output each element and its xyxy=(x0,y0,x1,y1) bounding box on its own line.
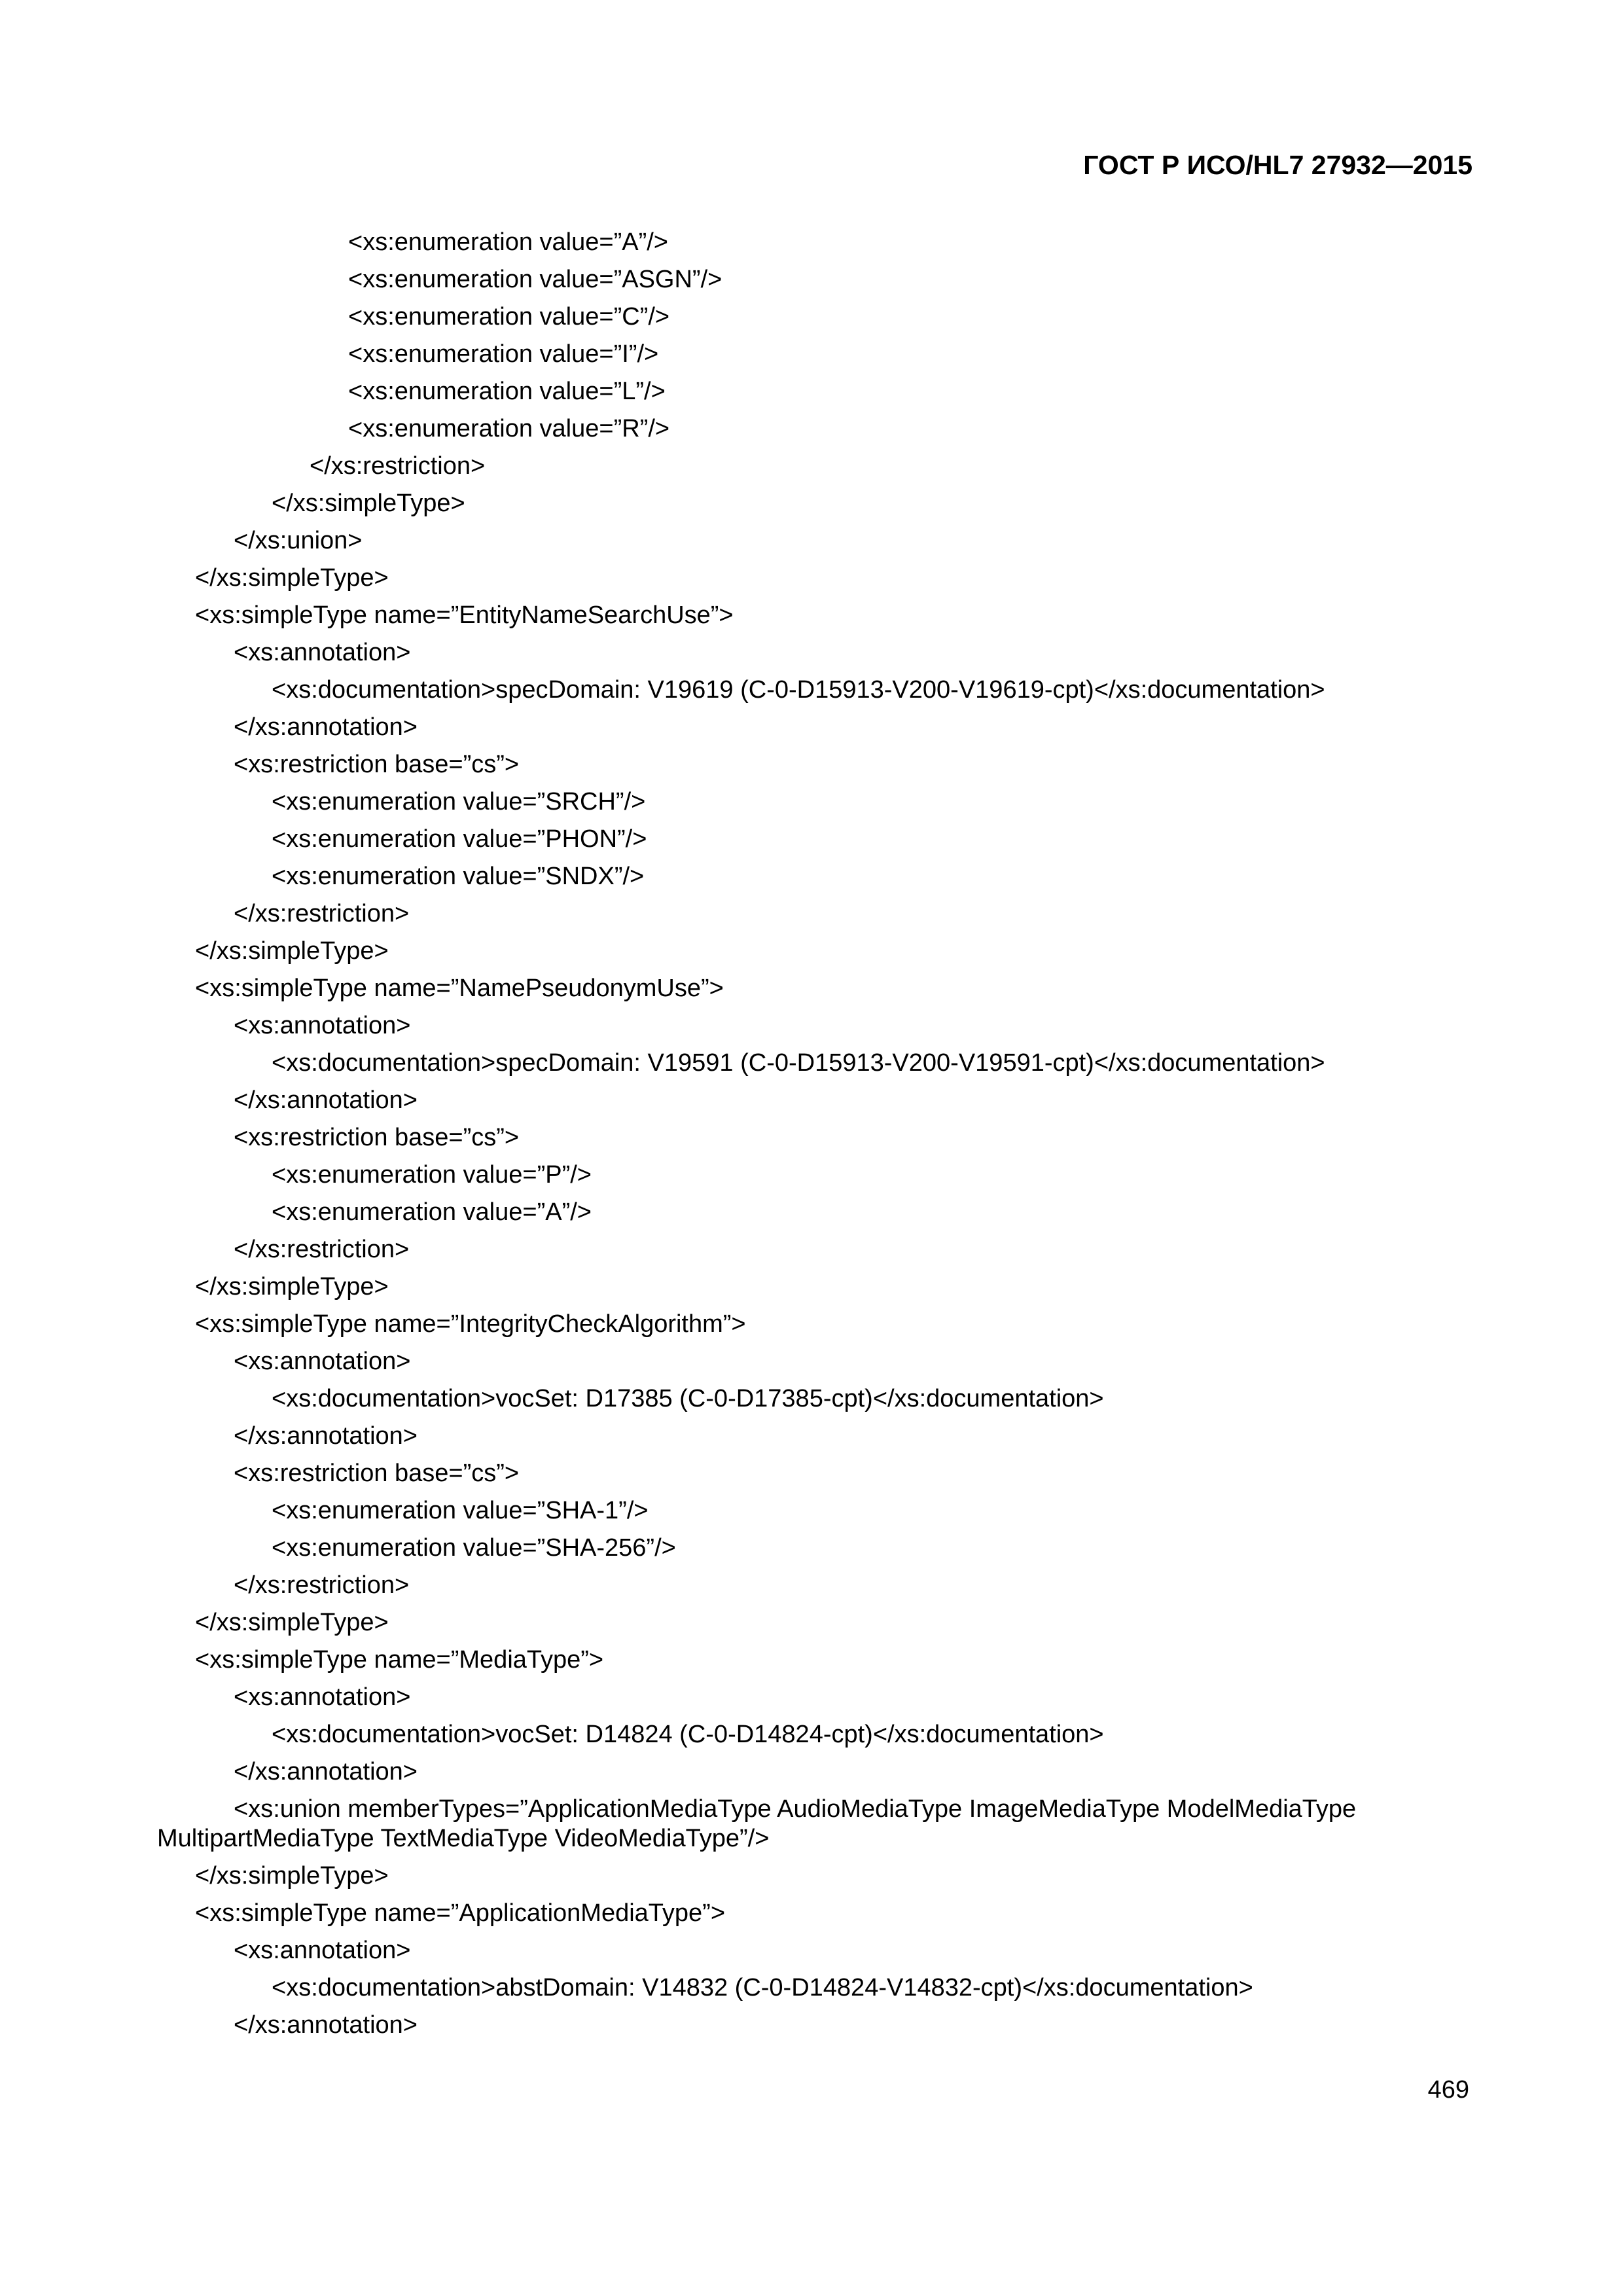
code-line: <xs:documentation>abstDomain: V14832 (C-0-D14824-V14832-cpt)</xs:documentation> xyxy=(272,1974,1253,2001)
code-line: <xs:restriction base=”cs”> xyxy=(234,1460,520,1487)
code-line: <xs:simpleType name=”IntegrityCheckAlgorithm”> xyxy=(195,1310,746,1338)
code-line: <xs:enumeration value=”A”/> xyxy=(348,228,668,256)
code-line-continuation: MultipartMediaType TextMediaType VideoMediaType”/> xyxy=(157,1825,770,1852)
code-line: <xs:simpleType name=”EntityNameSearchUse”> xyxy=(195,601,734,629)
code-line: </xs:restriction> xyxy=(234,1571,410,1599)
code-line: <xs:restriction base=”cs”> xyxy=(234,751,520,778)
code-line: <xs:enumeration value=”PHON”/> xyxy=(272,825,647,853)
code-line: <xs:annotation> xyxy=(234,1683,411,1711)
code-line: <xs:enumeration value=”SNDX”/> xyxy=(272,863,645,890)
code-line: <xs:enumeration value=”SHA-1”/> xyxy=(272,1497,649,1524)
code-line: </xs:simpleType> xyxy=(195,1862,389,1890)
code-line: </xs:restriction> xyxy=(234,900,410,927)
code-line: </xs:annotation> xyxy=(234,2011,418,2039)
code-line: </xs:restriction> xyxy=(234,1236,410,1263)
code-line: <xs:annotation> xyxy=(234,1937,411,1964)
code-line: </xs:simpleType> xyxy=(272,490,465,517)
code-line: <xs:simpleType name=”NamePseudonymUse”> xyxy=(195,975,724,1002)
code-line: <xs:documentation>vocSet: D17385 (C-0-D17385-cpt)</xs:documentation> xyxy=(272,1385,1104,1412)
code-line: </xs:simpleType> xyxy=(195,1273,389,1300)
code-line: </xs:annotation> xyxy=(234,1422,418,1450)
code-line: <xs:annotation> xyxy=(234,1348,411,1375)
code-line: </xs:annotation> xyxy=(234,1086,418,1114)
code-line: <xs:enumeration value=”P”/> xyxy=(272,1161,592,1189)
page-number: 469 xyxy=(1427,2076,1469,2104)
code-line: </xs:annotation> xyxy=(234,1758,418,1785)
code-line: <xs:documentation>specDomain: V19591 (C-0-D15913-V200-V19591-cpt)</xs:documentation> xyxy=(272,1049,1325,1077)
code-line: <xs:restriction base=”cs”> xyxy=(234,1124,520,1151)
code-line: <xs:enumeration value=”R”/> xyxy=(348,415,670,442)
code-line: <xs:enumeration value=”SRCH”/> xyxy=(272,788,646,816)
code-line: <xs:enumeration value=”C”/> xyxy=(348,303,670,331)
code-line: <xs:annotation> xyxy=(234,1012,411,1039)
code-line: <xs:simpleType name=”ApplicationMediaType”> xyxy=(195,1899,726,1927)
code-line: <xs:documentation>vocSet: D14824 (C-0-D14824-cpt)</xs:documentation> xyxy=(272,1721,1104,1748)
page-header: ГОСТ Р ИСО/HL7 27932—2015 xyxy=(1083,150,1472,180)
code-line: <xs:documentation>specDomain: V19619 (C-0-D15913-V200-V19619-cpt)</xs:documentation> xyxy=(272,676,1325,704)
code-line: <xs:union memberTypes=”ApplicationMediaType AudioMediaType ImageMediaType ModelMediaType xyxy=(234,1795,1357,1823)
code-line: <xs:enumeration value=”A”/> xyxy=(272,1198,592,1226)
code-line: <xs:enumeration value=”ASGN”/> xyxy=(348,266,722,293)
code-line: <xs:enumeration value=”I”/> xyxy=(348,340,659,368)
code-line: </xs:simpleType> xyxy=(195,1609,389,1636)
code-line: </xs:annotation> xyxy=(234,713,418,741)
code-line: <xs:enumeration value=”SHA-256”/> xyxy=(272,1534,676,1562)
code-line: </xs:simpleType> xyxy=(195,937,389,965)
code-line: <xs:annotation> xyxy=(234,639,411,666)
xml-schema-listing xyxy=(157,224,1472,2044)
code-line: <xs:simpleType name=”MediaType”> xyxy=(195,1646,604,1674)
code-line: <xs:enumeration value=”L”/> xyxy=(348,378,666,405)
code-line: </xs:union> xyxy=(234,527,363,554)
code-line: </xs:restriction> xyxy=(310,452,486,480)
code-line: </xs:simpleType> xyxy=(195,564,389,592)
